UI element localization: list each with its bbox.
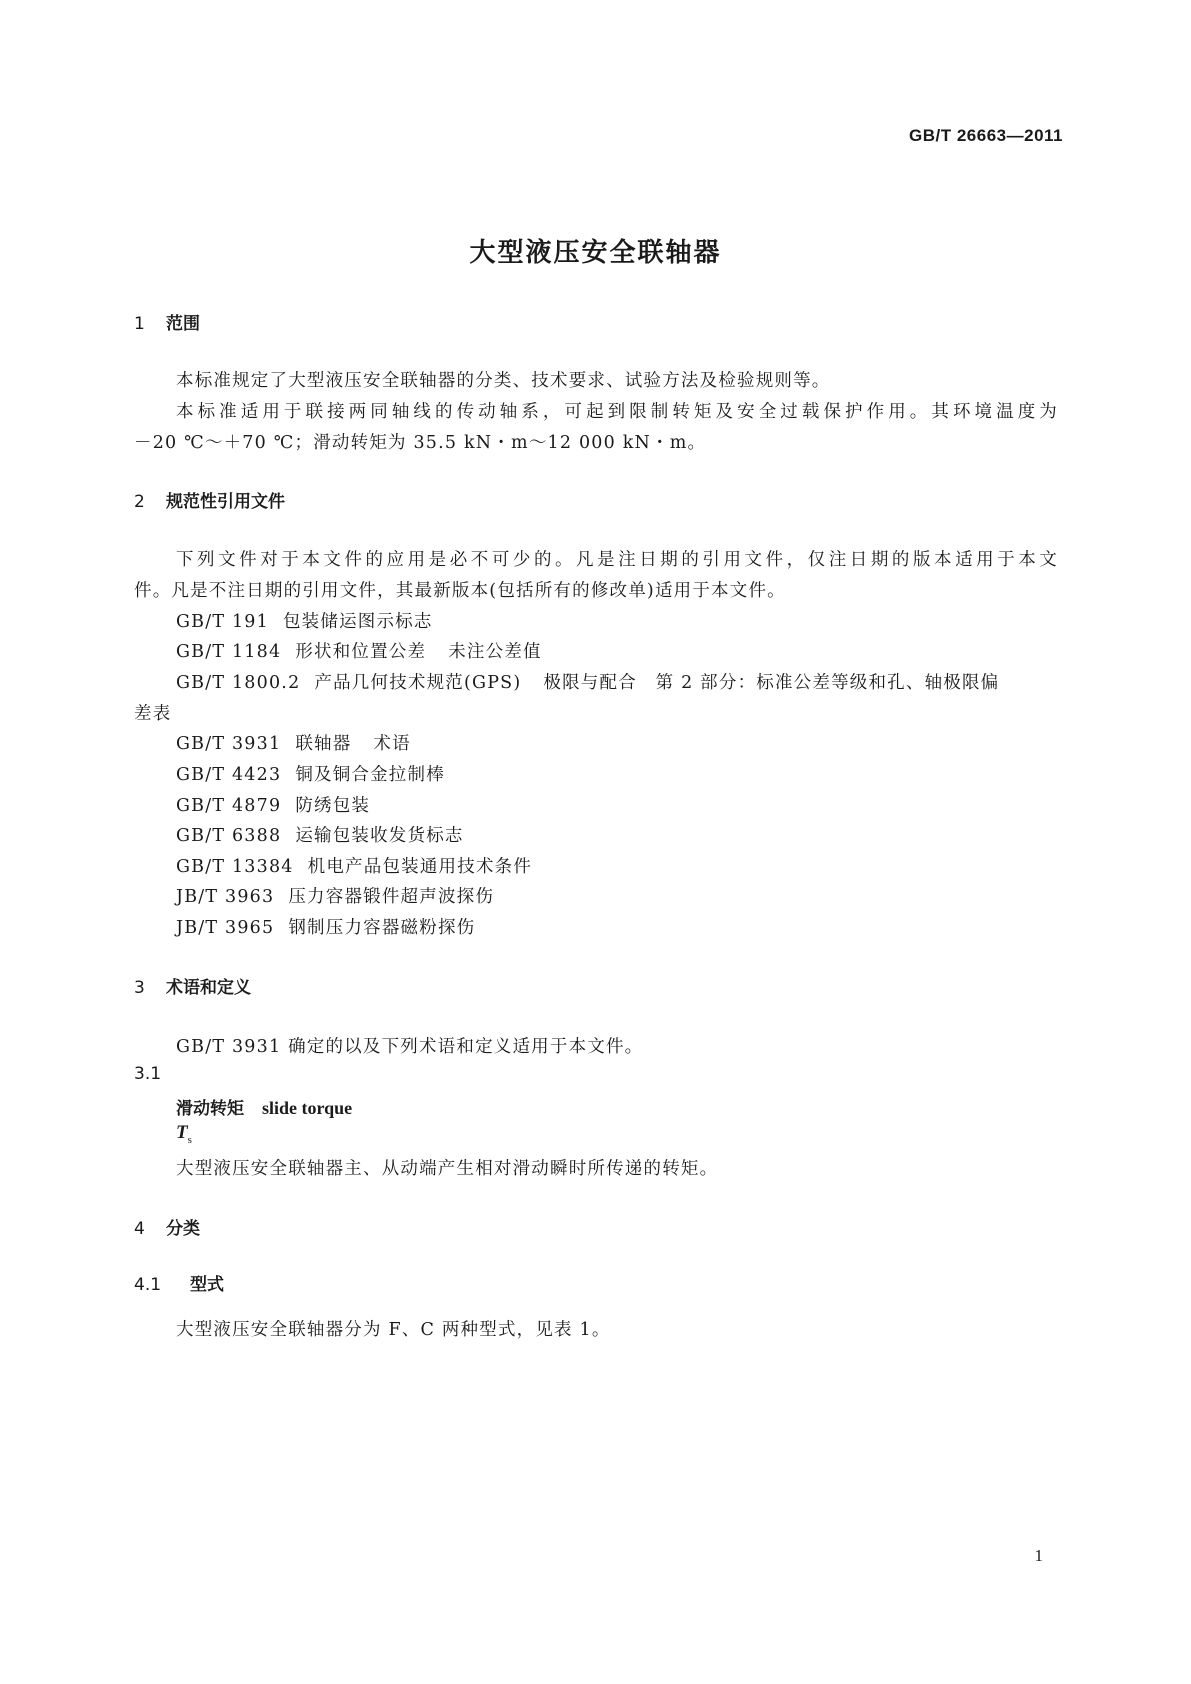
reference-code: GB/T 1184: [176, 642, 282, 662]
reference-code: GB/T 13384: [176, 857, 294, 877]
term-symbol: [176, 1122, 192, 1146]
references-intro-line-2: 件。凡是不注日期的引用文件，其最新版本(包括所有的修改单)适用于本文件。: [134, 581, 786, 601]
reference-item: [176, 730, 411, 755]
section-title: 分类: [166, 1219, 200, 1239]
reference-subtitle: 极限与配合 第 2 部分：标准公差等级和孔、轴极限偏: [543, 673, 1000, 693]
reference-title: 防绣包装: [295, 796, 371, 816]
reference-title: 运输包装收发货标志: [295, 826, 464, 846]
reference-code: JB/T 3965: [176, 918, 275, 938]
reference-code: GB/T 3931: [176, 734, 282, 754]
subsection-title: 型式: [190, 1275, 224, 1295]
section-title: 规范性引用文件: [166, 492, 285, 512]
reference-code: GB/T 4423: [176, 765, 282, 785]
reference-title: 钢制压力容器磁粉探伤: [288, 918, 476, 938]
reference-title: 机电产品包装通用技术条件: [307, 857, 533, 877]
reference-item: [176, 822, 464, 847]
terms-intro: GB/T 3931 确定的以及下列术语和定义适用于本文件。: [176, 1037, 644, 1057]
term-number: 3.1: [134, 1064, 162, 1084]
section-title: 术语和定义: [166, 978, 251, 998]
reference-title: 压力容器锻件超声波探伤: [288, 887, 495, 907]
reference-title: 铜及铜合金拉制棒: [295, 765, 445, 785]
scope-paragraph-1: 本标准规定了大型液压安全联轴器的分类、技术要求、试验方法及检验规则等。: [176, 371, 831, 391]
reference-code: GB/T 191: [176, 612, 269, 632]
reference-item: [176, 638, 542, 663]
section-4-heading: [134, 1214, 200, 1239]
reference-title: 产品几何技术规范(GPS): [314, 673, 522, 693]
references-intro-line-1: 下列文件对于本文件的应用是必不可少的。凡是注日期的引用文件，仅注日期的版本适用于本文: [176, 550, 1058, 570]
reference-code: GB/T 1800.2: [176, 673, 301, 693]
section-number: 4: [134, 1219, 145, 1239]
reference-title: 形状和位置公差: [295, 642, 427, 662]
section-number: 1: [134, 314, 145, 334]
section-3-heading: [134, 973, 251, 998]
reference-subtitle: 术语: [373, 734, 411, 754]
section-title: 范围: [166, 314, 200, 334]
reference-title: 联轴器: [295, 734, 352, 754]
page-number: 1: [1034, 1546, 1043, 1565]
scope-paragraph-2-line-2: －20 ℃～＋70 ℃；滑动转矩为 35.5 kN・m～12 000 kN・m。: [134, 433, 707, 453]
type-paragraph: 大型液压安全联轴器分为 F、C 两种型式，见表 1。: [176, 1320, 611, 1340]
term-chinese: 滑动转矩: [176, 1099, 244, 1119]
section-number: 3: [134, 978, 145, 998]
symbol-letter: T: [176, 1122, 188, 1143]
reference-item: [176, 914, 475, 939]
section-2-heading: [134, 487, 285, 512]
reference-item: [176, 883, 494, 908]
reference-item: [176, 669, 1058, 694]
reference-title: 包装储运图示标志: [282, 612, 433, 632]
subsection-number: 4.1: [134, 1275, 162, 1295]
reference-code: GB/T 6388: [176, 826, 282, 846]
scope-paragraph-2-line-1: 本标准适用于联接两同轴线的传动轴系，可起到限制转矩及安全过载保护作用。其环境温度为: [176, 402, 1058, 422]
document-title: 大型液压安全联轴器: [469, 238, 722, 268]
term-english: slide torque: [262, 1098, 353, 1118]
reference-subtitle: 未注公差值: [448, 642, 542, 662]
reference-item: [176, 853, 532, 878]
reference-item: [176, 608, 433, 633]
symbol-subscript: s: [187, 1133, 192, 1146]
reference-code: GB/T 4879: [176, 796, 282, 816]
reference-item: [176, 761, 445, 786]
reference-continuation: 差表: [134, 704, 172, 724]
section-1-heading: [134, 309, 200, 334]
section-number: 2: [134, 492, 145, 512]
standard-code: GB/T 26663—2011: [909, 126, 1063, 145]
subsection-4-1-heading: [134, 1270, 224, 1295]
term-entry: [176, 1094, 352, 1119]
term-definition: 大型液压安全联轴器主、从动端产生相对滑动瞬时所传递的转矩。: [176, 1159, 719, 1179]
reference-code: JB/T 3963: [176, 887, 275, 907]
reference-item: [176, 792, 370, 817]
